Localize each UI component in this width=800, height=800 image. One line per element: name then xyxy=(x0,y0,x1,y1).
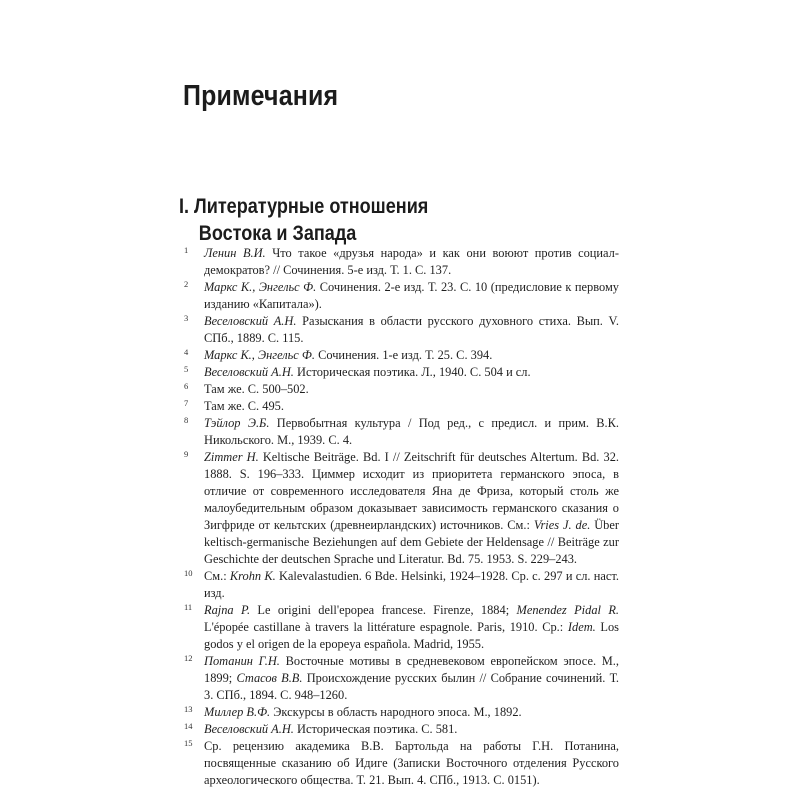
note-item xyxy=(184,415,619,449)
note-number: 1 xyxy=(184,245,189,255)
note-author: Rajna P. xyxy=(204,603,251,617)
note-author: Vries J. de. xyxy=(533,518,591,532)
note-text xyxy=(204,365,531,379)
note-item xyxy=(184,398,619,415)
note-text xyxy=(204,416,619,447)
note-author: Миллер В.Ф. xyxy=(204,705,271,719)
note-number: 9 xyxy=(184,449,189,459)
note-item xyxy=(184,279,619,313)
note-number: 6 xyxy=(184,381,189,391)
note-item xyxy=(184,738,619,789)
note-author: Потанин Г.Н. xyxy=(204,654,280,668)
note-text xyxy=(204,399,284,413)
note-citation: Keltische Beiträge. Bd. I // Zeitschrift für deutsches Altertum. Bd. 32. 1888. S. 196–333. Циммер исходит из приоритета германского эпоса, в отличие от современного исследователя Яна де Фриза, который столь же малоубедительным образом доказывает зависимость германского сказания о Зигфриде от кельтских (древнеирландских) источников. См.: xyxy=(204,450,619,532)
note-number: 8 xyxy=(184,415,189,425)
note-citation: Историческая поэтика. Л., 1940. С. 504 и сл. xyxy=(293,365,531,379)
note-number: 10 xyxy=(184,568,193,578)
note-item xyxy=(184,364,619,381)
note-author: Krohn K. xyxy=(229,569,276,583)
note-text xyxy=(204,569,619,600)
note-citation: L'épopée castillane à travers la littérature espagnole. Paris, 1910. Ср.: xyxy=(204,620,568,634)
note-citation: Там же. С. 495. xyxy=(204,399,284,413)
note-text xyxy=(204,348,492,362)
note-author: Menendez Pidal R. xyxy=(516,603,620,617)
note-citation: Über keltisch-germanische Beziehungen auf dem Gebiete der Heldensage // Beiträge zur Geschichte der deutschen Sprache und Literatur. Bd. 75. 1953. S. 229–243. xyxy=(204,518,619,566)
note-author: Idem. xyxy=(567,620,596,634)
note-item xyxy=(184,449,619,568)
note-item xyxy=(184,245,619,279)
note-text xyxy=(204,705,522,719)
note-citation: Разыскания в области русского духовного стиха. Вып. V. СПб., 1889. С. 115. xyxy=(204,314,619,345)
note-number: 7 xyxy=(184,398,189,408)
note-number: 14 xyxy=(184,721,193,731)
note-citation: Что такое «друзья народа» и как они воюют против социал-демократов? // Сочинения. 5-е изд. Т. 1. С. 137. xyxy=(204,246,619,277)
note-citation: Сочинения. 1-е изд. Т. 25. С. 394. xyxy=(314,348,493,362)
note-author: Веселовский А.Н. xyxy=(204,722,294,736)
note-number: 5 xyxy=(184,364,189,374)
note-author: Веселовский А.Н. xyxy=(204,314,297,328)
page-title: Примечания xyxy=(183,80,339,112)
note-citation: Первобытная культура / Под ред., с предисл. и прим. В.К. Никольского. М., 1939. С. 4. xyxy=(204,416,619,447)
note-number: 11 xyxy=(184,602,193,612)
note-number: 4 xyxy=(184,347,189,357)
note-citation: Сочинения. 2-е изд. Т. 23. С. 10 (предисловие к первому изданию «Капитала»). xyxy=(204,280,619,311)
notes-list xyxy=(184,245,619,789)
note-citation: Историческая поэтика. С. 581. xyxy=(293,722,458,736)
note-author: Маркс К., Энгельс Ф. xyxy=(204,348,315,362)
note-author: Веселовский А.Н. xyxy=(204,365,294,379)
note-text xyxy=(204,246,619,277)
note-citation: Происхождение русских былин // Собрание сочинений. Т. 3. СПб., 1894. С. 948–1260. xyxy=(204,671,619,702)
note-item xyxy=(184,347,619,364)
note-author: Маркс К., Энгельс Ф. xyxy=(204,280,317,294)
note-item xyxy=(184,568,619,602)
note-item xyxy=(184,721,619,738)
note-author: Zimmer H. xyxy=(204,450,259,464)
note-text xyxy=(204,654,619,702)
note-citation: Kalevalastudien. 6 Bde. Helsinki, 1924–1928. Ср. с. 297 и сл. наст. изд. xyxy=(204,569,619,600)
note-text xyxy=(204,722,457,736)
note-text xyxy=(204,739,619,787)
note-number: 15 xyxy=(184,738,193,748)
note-number: 13 xyxy=(184,704,193,714)
note-item xyxy=(184,602,619,653)
note-item xyxy=(184,381,619,398)
section-heading-line-2: Востока и Запада xyxy=(198,222,357,245)
note-text xyxy=(204,450,619,566)
note-text xyxy=(204,603,619,651)
note-number: 12 xyxy=(184,653,193,663)
note-text xyxy=(204,382,309,396)
note-citation: Ср. рецензию академика В.В. Бартольда на работы Г.Н. Потанина, посвященные сказанию об Идиге (Записки Восточного отделения Русского археологического общества. Т. 21. Вып. 4. СПб., 1913. С. 0151). xyxy=(204,739,619,787)
note-citation: Los godos y el origen de la epopeya española. Madrid, 1955. xyxy=(204,620,619,651)
note-number: 2 xyxy=(184,279,189,289)
note-text xyxy=(204,280,619,311)
note-citation: Экскурсы в область народного эпоса. М., 1892. xyxy=(270,705,522,719)
note-text xyxy=(204,314,619,345)
note-author: Ленин В.И. xyxy=(204,246,266,260)
note-citation: Le origini dell'epopea francese. Firenze, 1884; xyxy=(250,603,517,617)
note-item xyxy=(184,653,619,704)
note-citation: Восточные мотивы в средневековом европейском эпосе. М., 1899; xyxy=(204,654,619,685)
section-heading xyxy=(179,193,428,247)
note-item xyxy=(184,704,619,721)
note-item xyxy=(184,313,619,347)
note-citation: Там же. С. 500–502. xyxy=(204,382,309,396)
note-author: Стасов В.В. xyxy=(236,671,303,685)
note-citation: См.: xyxy=(204,569,230,583)
note-number: 3 xyxy=(184,313,189,323)
section-heading-line-1: I. Литературные отношения xyxy=(179,195,429,218)
note-author: Тэйлор Э.Б. xyxy=(204,416,270,430)
